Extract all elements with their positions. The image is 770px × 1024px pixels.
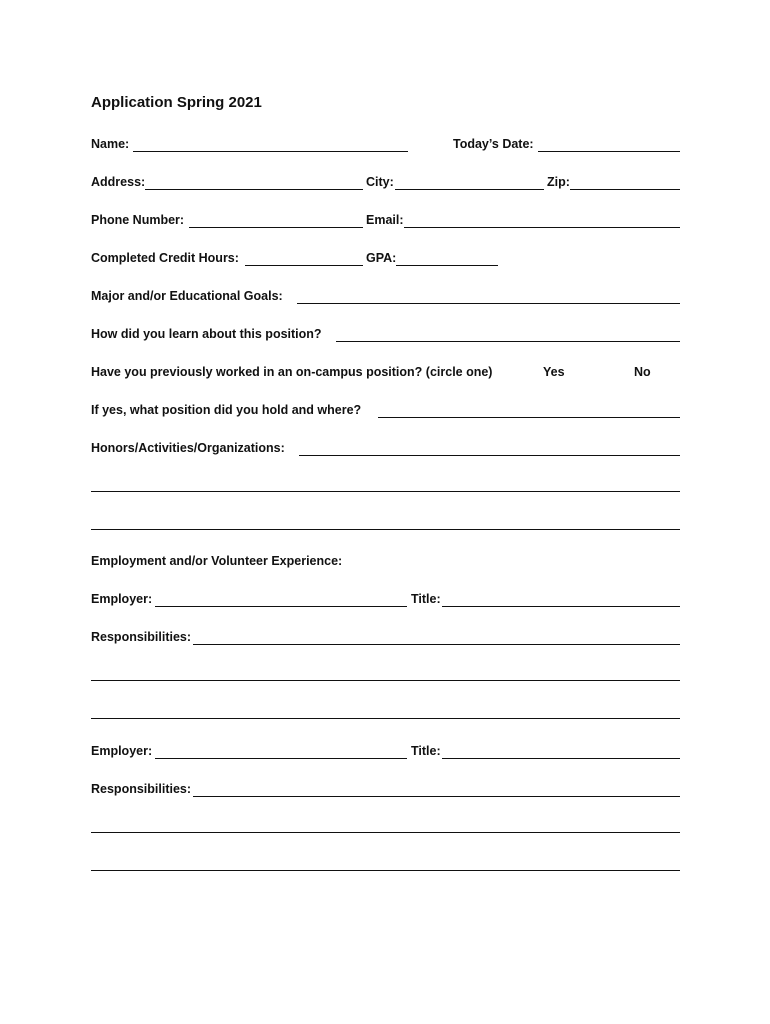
- responsibilities-extra-line[interactable]: [91, 870, 680, 871]
- learn-label: How did you learn about this position?: [91, 327, 322, 341]
- honors-label: Honors/Activities/Organizations:: [91, 441, 285, 455]
- employer-row: [91, 591, 680, 611]
- todays-date-label: Today’s Date:: [453, 137, 534, 151]
- responsibilities-extra-line[interactable]: [91, 680, 680, 681]
- honors-field[interactable]: [299, 455, 680, 456]
- major-field[interactable]: [297, 303, 680, 304]
- city-label: City:: [366, 175, 394, 189]
- responsibilities-row: [91, 781, 680, 801]
- major-row: [91, 288, 680, 308]
- worked-question: Have you previously worked in an on-campus position? (circle one): [91, 365, 493, 379]
- credit-hours-label: Completed Credit Hours:: [91, 251, 239, 265]
- learn-row: [91, 326, 680, 346]
- phone-email-row: [91, 212, 680, 232]
- gpa-field[interactable]: [396, 265, 498, 266]
- honors-row: [91, 440, 680, 460]
- job-title-label: Title:: [411, 744, 441, 758]
- employer-field[interactable]: [155, 606, 407, 607]
- name-field[interactable]: [133, 151, 408, 152]
- responsibilities-label: Responsibilities:: [91, 630, 192, 644]
- credits-gpa-row: [91, 250, 680, 270]
- responsibilities-extra-line[interactable]: [91, 832, 680, 833]
- gpa-label: GPA:: [366, 251, 397, 265]
- responsibilities-row: [91, 629, 680, 649]
- email-label: Email:: [366, 213, 404, 227]
- if-yes-field[interactable]: [378, 417, 680, 418]
- employment-heading-row: [91, 553, 680, 573]
- major-label: Major and/or Educational Goals:: [91, 289, 283, 303]
- job-title-field[interactable]: [442, 758, 680, 759]
- todays-date-field[interactable]: [538, 151, 680, 152]
- job-title-field[interactable]: [442, 606, 680, 607]
- zip-field[interactable]: [570, 189, 680, 190]
- city-field[interactable]: [395, 189, 544, 190]
- credit-hours-field[interactable]: [245, 265, 363, 266]
- if-yes-row: [91, 402, 680, 422]
- name-label: Name:: [91, 137, 130, 151]
- employer-label: Employer:: [91, 592, 153, 606]
- name-date-row: [91, 136, 680, 156]
- worked-row: [91, 364, 680, 384]
- worked-no-option[interactable]: No: [634, 365, 651, 379]
- honors-extra-line[interactable]: [91, 529, 680, 530]
- phone-label: Phone Number:: [91, 213, 185, 227]
- responsibilities-field[interactable]: [193, 796, 680, 797]
- employer-row: [91, 743, 680, 763]
- address-label: Address:: [91, 175, 146, 189]
- address-field[interactable]: [145, 189, 363, 190]
- responsibilities-field[interactable]: [193, 644, 680, 645]
- address-row: [91, 174, 680, 194]
- zip-label: Zip:: [547, 175, 570, 189]
- employment-heading: Employment and/or Volunteer Experience:: [91, 554, 343, 568]
- employer-label: Employer:: [91, 744, 153, 758]
- email-field[interactable]: [404, 227, 680, 228]
- employer-field[interactable]: [155, 758, 407, 759]
- if-yes-label: If yes, what position did you hold and where?: [91, 403, 362, 417]
- job-title-label: Title:: [411, 592, 441, 606]
- phone-field[interactable]: [189, 227, 363, 228]
- responsibilities-label: Responsibilities:: [91, 782, 192, 796]
- worked-yes-option[interactable]: Yes: [543, 365, 565, 379]
- form-title: Application Spring 2021: [91, 94, 262, 111]
- learn-field[interactable]: [336, 341, 680, 342]
- honors-extra-line[interactable]: [91, 491, 680, 492]
- responsibilities-extra-line[interactable]: [91, 718, 680, 719]
